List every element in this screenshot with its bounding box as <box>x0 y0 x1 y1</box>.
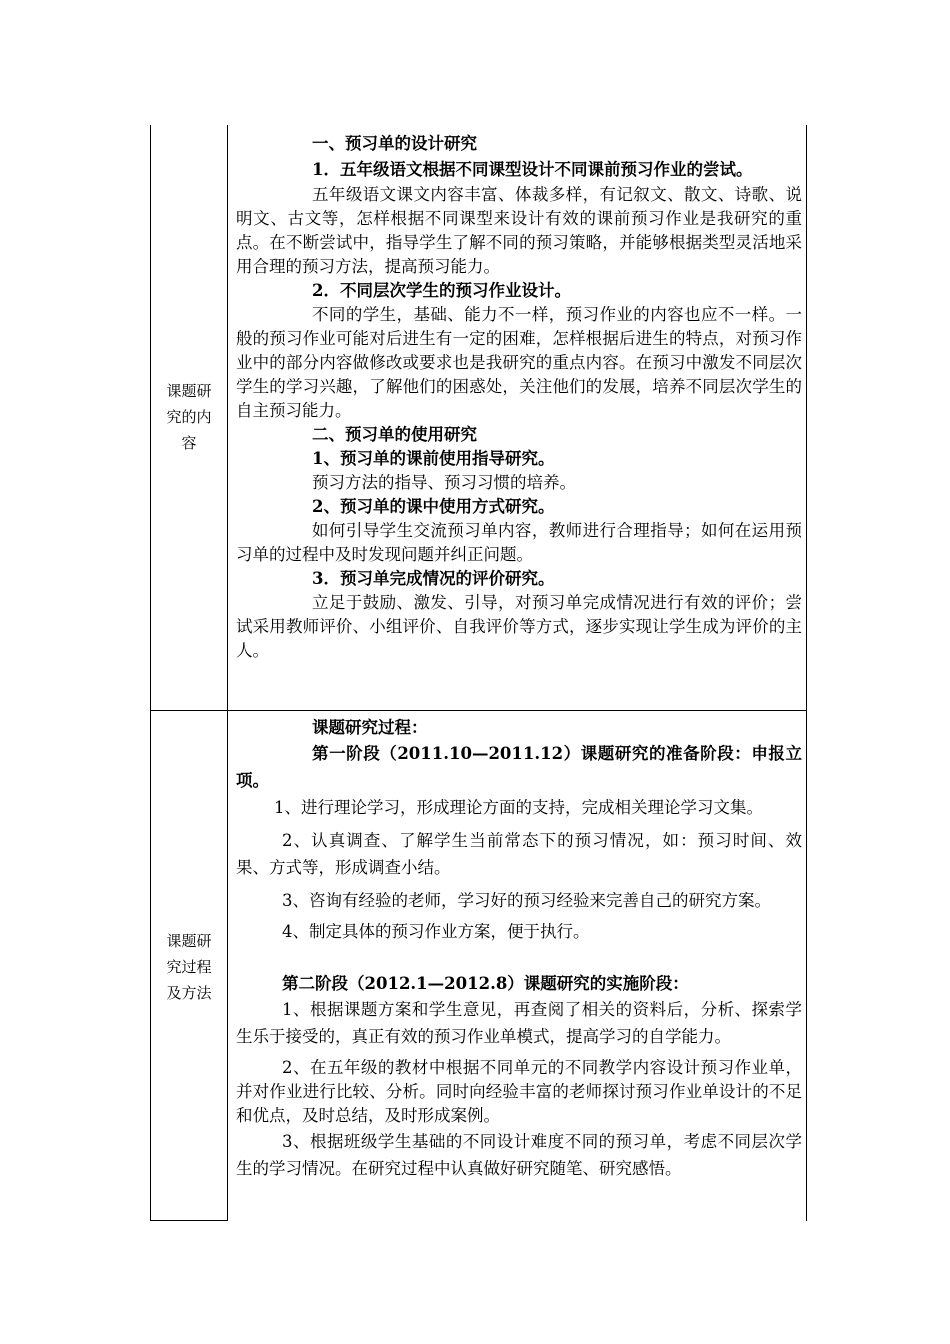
subsection-heading: 1、预习单的课前使用指导研究。 <box>312 449 555 468</box>
body-paragraph: 预习方法的指导、预习习惯的培养。 <box>312 473 576 492</box>
row-label-research-process <box>150 928 228 1006</box>
body-paragraph: 3、咨询有经验的老师，学习好的预习经验来完善自己的研究方案。 <box>282 891 771 910</box>
table-right-border <box>806 125 807 1221</box>
body-paragraph: 1、进行理论学习，形成理论方面的支持，完成相关理论学习文集。 <box>274 798 763 817</box>
row-label-research-content <box>150 378 228 456</box>
research-process-cell <box>236 716 802 1182</box>
body-paragraph: 2、在五年级的教材中根据不同单元的不同教学内容设计预习作业单，并对作业进行比较、分析。同时向经验丰富的老师探讨预习作业单设计的不足和优点，及时总结，及时形成案例。 <box>236 1058 802 1125</box>
label-line: 及方法 <box>166 984 212 1002</box>
body-paragraph: 立足于鼓励、激发、引导，对预习单完成情况进行有效的评价；尝试采用教师评价、小组评价、自我评价等方式，逐步实现让学生成为评价的主人。 <box>236 593 802 660</box>
body-paragraph: 如何引导学生交流预习单内容，教师进行合理指导；如何在运用预习单的过程中及时发现问题并纠正问题。 <box>236 521 802 564</box>
subsection-heading: 3．预习单完成情况的评价研究。 <box>312 569 555 588</box>
subsection-heading: 2、预习单的课中使用方式研究。 <box>312 497 555 516</box>
body-paragraph: 3、根据班级学生基础的不同设计难度不同的预习单，考虑不同层次学生的学习情况。在研究过程中认真做好研究随笔、研究感悟。 <box>236 1132 802 1178</box>
label-line: 课题研 <box>166 382 212 400</box>
table-left-border <box>150 125 151 1221</box>
phase-heading: 第一阶段（2011.10—2011.12）课题研究的准备阶段：申报立项。 <box>236 744 802 790</box>
label-line: 课题研 <box>166 932 212 950</box>
body-paragraph: 4、制定具体的预习作业方案，便于执行。 <box>282 922 590 941</box>
research-content-cell <box>236 132 802 663</box>
label-line: 究的内 <box>166 408 212 426</box>
subsection-heading: 1．五年级语文根据不同课型设计不同课前预习作业的尝试。 <box>312 160 753 179</box>
table-bottom-border <box>150 1220 228 1221</box>
section-heading: 课题研究过程： <box>312 718 428 737</box>
phase-heading: 第二阶段（2012.1—2012.8）课题研究的实施阶段： <box>282 974 689 993</box>
body-paragraph: 不同的学生，基础、能力不一样，预习作业的内容也应不一样。一般的预习作业可能对后进生有一定的困难，怎样根据后进生的特点，对预习作业中的部分内容做修改或要求也是我研究的重点内容。在预习中激发不同层次学生的学习兴趣，了解他们的困惑处，关注他们的发展，培养不同层次学生的自主预习能力。 <box>236 305 802 420</box>
label-line: 究过程 <box>166 958 212 976</box>
table-column-divider <box>227 125 228 1221</box>
subsection-heading: 2．不同层次学生的预习作业设计。 <box>312 281 571 300</box>
table-row-divider <box>150 710 807 711</box>
label-line: 容 <box>181 434 197 452</box>
body-paragraph: 1、根据课题方案和学生意见，再查阅了相关的资料后，分析、探索学生乐于接受的，真正有效的预习作业单模式，提高学习的自学能力。 <box>236 1000 802 1046</box>
section-heading: 一、预习单的设计研究 <box>312 134 477 153</box>
body-paragraph: 2、认真调查、了解学生当前常态下的预习情况，如：预习时间、效果、方式等，形成调查小结。 <box>236 831 802 877</box>
body-paragraph: 五年级语文课文内容丰富、体裁多样，有记叙文、散文、诗歌、说明文、古文等，怎样根据不同课型来设计有效的课前预习作业是我研究的重点。在不断尝试中，指导学生了解不同的预习策略，并能够根据类型灵活地采用合理的预习方法，提高预习能力。 <box>236 185 802 276</box>
section-heading: 二、预习单的使用研究 <box>312 425 477 444</box>
